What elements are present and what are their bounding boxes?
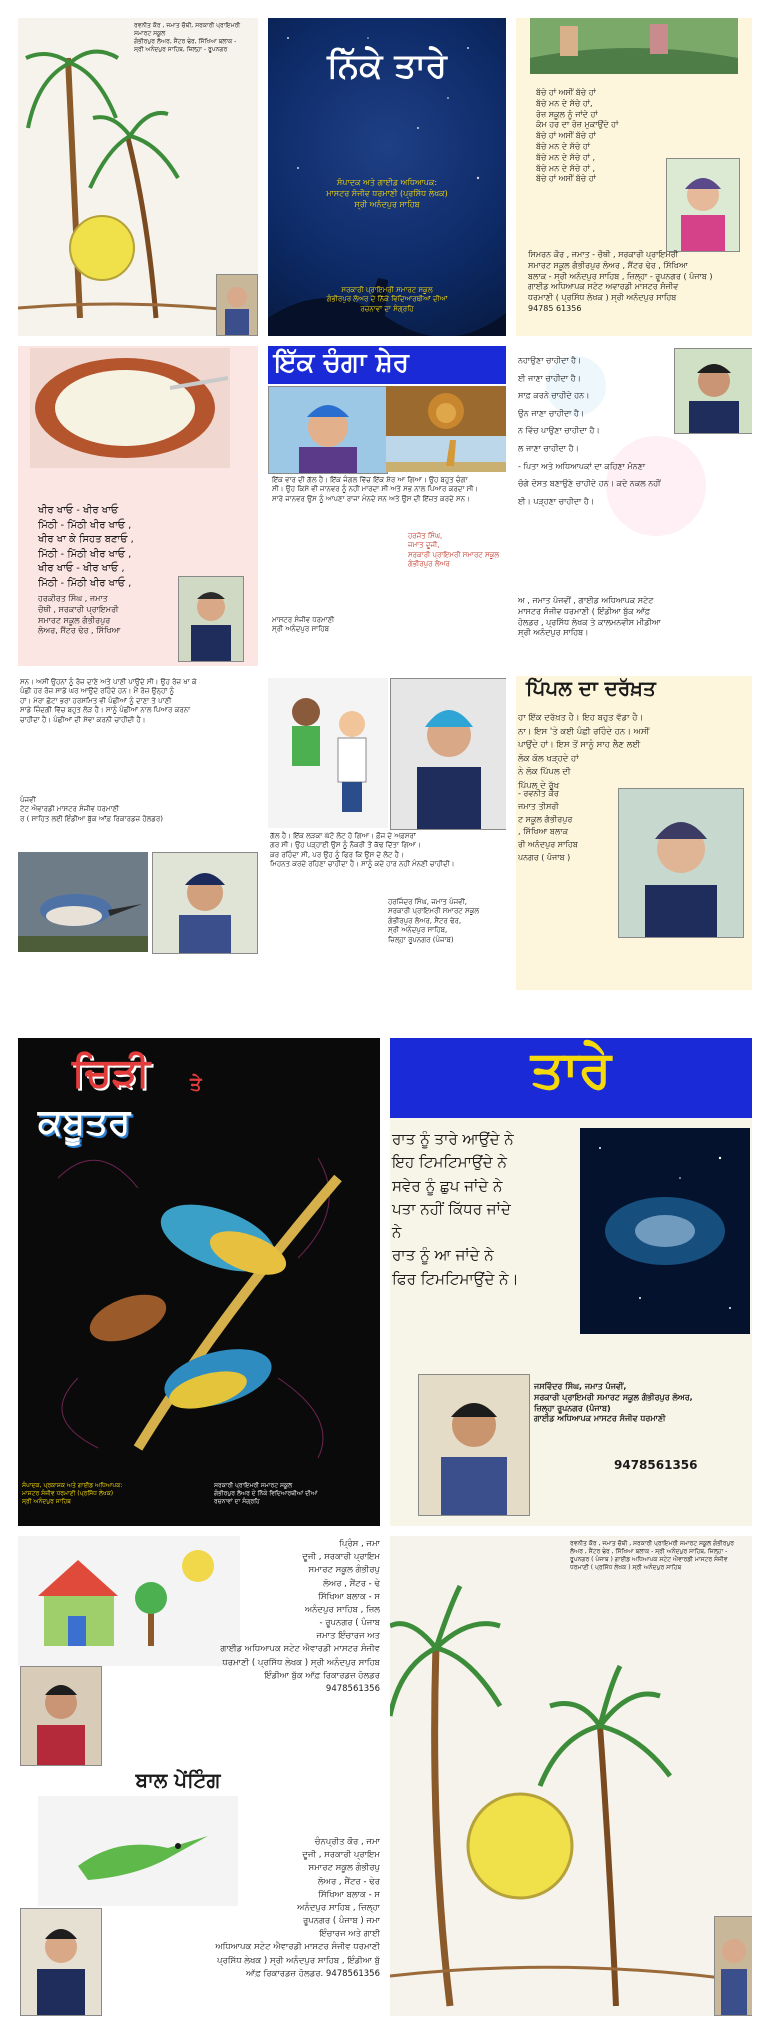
story-footer: ਮਾਸਟਰ ਸੰਜੀਵ ਧਰਮਾਣੀ ਸ੍ਰੀ ਅਨੰਦਪੁਰ ਸਾਹਿਬ bbox=[272, 616, 335, 634]
cover-chiri-kabootar bbox=[18, 1038, 380, 1526]
student-photo bbox=[714, 1916, 752, 2016]
cover-nikke-taare bbox=[268, 18, 506, 336]
cartoon-children-image bbox=[268, 678, 388, 828]
child-paintings-panel bbox=[18, 1536, 380, 2016]
student-photo bbox=[618, 788, 744, 938]
lion-image bbox=[386, 386, 506, 436]
student-photo bbox=[20, 1666, 102, 1766]
big-palm-drawing-panel bbox=[390, 1536, 752, 2016]
cover2-school: ਸਰਕਾਰੀ ਪ੍ਰਾਇਮਰੀ ਸਮਾਰਟ ਸਕੂਲ ਗੰਭੀਰਪੁਰ ਲੋਅਰ ਦੇ ਨਿੱਕੇ ਵਿਦਿਆਰਥੀਆਂ ਦੀਆਂ ਰਚਨਾਵਾਂ ਦਾ ਸੰਗ੍ਰਹਿ bbox=[214, 1482, 318, 1506]
peepal-lines: ਹਾ ਇੱਕ ਦਰੱਖ਼ਤ ਹੈ। ਇਹ ਬਹੁਤ ਵੱਡਾ ਹੈ। ਨਾ। ਇਸ 'ਤੇ ਕਈ ਪੰਛੀ ਰਹਿੰਦੇ ਹਨ। ਅਸੀਂ ਪਾਉਂਦੇ ਹਾਂ। ਇਸ ਤੋਂ ਸਾਨੂੰ ਸਾਹ ਲੈਣ ਲਈ ਲੋਕ ਕੋਲ ਖੜ੍ਹਦੇ ਹਾਂ ਨੇ ਲੋਕ ਪਿੱਪਲ ਦੀ ਪਿੱਪਲ ਦੇ ਰੁੱਖ bbox=[518, 713, 650, 791]
student-photo bbox=[390, 678, 506, 830]
student-photo bbox=[674, 348, 752, 434]
story-credit: ਹਰਜੋਤ ਸਿੰਘ, ਜਮਾਤ ਦੂਜੀ, ਸਰਕਾਰੀ ਪ੍ਰਾਇਮਰੀ ਸਮਾਰਟ ਸਕੂਲ ਗੰਭੀਰਪੁਰ ਲੋਅਰ bbox=[408, 532, 500, 569]
stars-credit: ਜਸਵਿੰਦਰ ਸਿੰਘ, ਜਮਾਤ ਪੰਜਵੀਂ, ਸਰਕਾਰੀ ਪ੍ਰਾਇਮਰੀ ਸਮਾਰਟ ਸਕੂਲ ਗੰਭੀਰਪੁਰ ਲੋਅਰ, ਜ਼ਿਲ੍ਹਾ ਰੂਪਨਗਰ (ਪੰਜਾਬ) ਗਾਈਡ ਅਧਿਆਪਕ ਮਾਸਟਰ ਸੰਜੀਵ ਧਰਮਾਣੀ bbox=[534, 1382, 693, 1424]
poem-bacche-panel bbox=[516, 18, 752, 336]
poem-lines: ਖੀਰ ਖਾਓ - ਖੀਰ ਖਾਓ ਮਿੱਠੀ - ਮਿੱਠੀ ਖੀਰ ਖਾਓ , ਖੀਰ ਖਾ ਕੇ ਸਿਹਤ ਬਣਾਓ , ਮਿੱਠੀ - ਮਿੱਠੀ ਖੀਰ ਖਾਓ , ਖੀਰ ਖਾਓ - ਖੀਰ ਖਾਓ , ਮਿੱਠੀ - ਮਿੱਠੀ ਖੀਰ ਖਾਓ , bbox=[38, 505, 134, 589]
bird-photo bbox=[18, 852, 148, 952]
stars-lines: ਰਾਤ ਨੂੰ ਤਾਰੇ ਆਉਂਦੇ ਨੇ ਇਹ ਟਿਮਟਿਮਾਉਂਦੇ ਨੇ ਸਵੇਰ ਨੂੰ ਛੁਪ ਜਾਂਦੇ ਨੇ ਪਤਾ ਨਹੀਂ ਕਿੱਧਰ ਜਾਂਦੇ ਨੇ ਰਾਤ ਨੂੰ ਆ ਜਾਂਦੇ ਨੇ ਫਿਰ ਟਿਮਟਿਮਾਉਂਦੇ ਨੇ। bbox=[392, 1130, 519, 1288]
student-photo bbox=[152, 852, 258, 954]
drawing-caption: ਰਵਨੀਤ ਕੌਰ , ਜਮਾਤ ਚੌਥੀ , ਸਰਕਾਰੀ ਪ੍ਰਾਇਮਰੀ ਸਮਾਰਟ ਸਕੂਲ ਗੰਭੀਰਪੁਰ ਲੋਅਰ , ਸੈਂਟਰ ਢੇਰ , ਸਿੱਖਿਆ ਬਲਾਕ - ਸ੍ਰੀ ਅਨੰਦਪੁਰ ਸਾਹਿਬ, ਜ਼ਿਲ੍ਹਾ - ਰੂਪਨਗਰ ( ਪੰਜਾਬ ) ਗਾਈਡ ਅਧਿਆਪਕ ਸਟੇਟ ਐਵਾਰਡੀ ਮਾਸਟਰ ਸੰਜੀਵ ਧਰਮਾਣੀ ( ਪ੍ਰਸਿੱਧ ਲੇਖਕ ) ਸ੍ਰੀ ਅਨੰਦਪੁਰ ਸਾਹਿਬ bbox=[570, 1540, 735, 1572]
story-good-lion-panel bbox=[268, 346, 506, 666]
cover2-editor: ਸੰਪਾਦਕ, ਪ੍ਰਕਾਸ਼ਕ ਅਤੇ ਗਾਈਡ ਅਧਿਆਪਕ: ਮਾਸਟਰ ਸੰਜੀਵ ਧਰਮਾਣੀ (ਪ੍ਰਸਿੱਧ ਲੇਖਕ) ਸ੍ਰੀ ਅਨੰਦਪੁਰ ਸਾਹਿਬ bbox=[22, 1482, 123, 1506]
birds-artwork bbox=[18, 1118, 380, 1468]
palm-drawing-panel bbox=[18, 18, 258, 336]
story-body: ਇੱਕ ਵਾਰ ਦੀ ਗੱਲ ਹੈ। ਇੱਕ ਜੰਗਲ ਵਿੱਚ ਇੱਕ ਸ਼ੇਰ ਆ ਗਿਆ। ਉਹ ਬਹੁਤ ਚੰਗਾ ਸੀ। ਉਹ ਕਿਸੇ ਵੀ ਜਾਨਵਰ ਨੂੰ ਨਹੀਂ ਮਾਰਦਾ ਸੀ ਅਤੇ ਸਭ ਨਾਲ ਪਿਆਰ ਕਰਦਾ ਸੀ। ਸਾਰੇ ਜਾਨਵਰ ਉਸ ਨੂੰ ਆਪਣਾ ਰਾਜਾ ਮੰਨਦੇ ਸਨ ਅਤੇ ਉਸ ਦੀ ਇੱਜ਼ਤ ਕਰਦੇ ਸਨ। bbox=[272, 476, 479, 503]
cover2-title-line2: ਕਬੂਤਰ bbox=[38, 1102, 131, 1143]
palm-drawing bbox=[390, 1536, 752, 2016]
bird-story-credit: ਪੰਜਵੀਂ ਟੇਟ ਐਵਾਰਡੀ ਮਾਸਟਰ ਸੰਜੀਵ ਧਰਮਾਣੀ ਰ ( ਸਾਹਿਤ ਲਈ ਇੰਡੀਆ ਬੁੱਕ ਆੱਫ਼ ਰਿਕਾਰਡਜ਼ ਹੋਲਡਰ) bbox=[20, 796, 163, 823]
student-photo bbox=[216, 274, 258, 336]
galaxy-image bbox=[580, 1128, 750, 1334]
cover-editor: ਸੰਪਾਦਕ ਅਤੇ ਗਾਈਡ ਅਧਿਆਪਕ: ਮਾਸਟਰ ਸੰਜੀਵ ਧਰਮਾਣੀ (ਪ੍ਰਸਿੱਧ ਲੇਖਕ) ਸ੍ਰੀ ਅਨੰਦਪੁਰ ਸਾਹਿਬ bbox=[326, 178, 448, 209]
peepal-credit: - ਰਵਨੀਤ ਕੌਰ ਜਮਾਤ ਤੀਸਰੀ ਟ ਸਕੂਲ ਗੰਭੀਰਪੁਰ , ਸਿੱਖਿਆ ਬਲਾਕ ਰੀ ਅਨੰਦਪੁਰ ਸਾਹਿਬ ਪਨਗਰ ( ਪੰਜਾਬ ) bbox=[518, 789, 578, 862]
story-title: ਇੱਕ ਚੰਗਾ ਸ਼ੇਰ bbox=[274, 348, 409, 378]
poem-kheer-panel bbox=[18, 346, 258, 666]
bird-story-panel bbox=[18, 676, 258, 990]
student-photo bbox=[666, 158, 740, 252]
habit-credit: ਅ , ਜਮਾਤ ਪੰਜਵੀਂ , ਗਾਈਡ ਅਧਿਆਪਕ ਸਟੇਟ ਮਾਸਟਰ ਸੰਜੀਵ ਧਰਮਾਣੀ ( ਇੰਡੀਆ ਬੁੱਕ ਆੱਫ਼ ਹੋਲਡਰ , ਪ੍ਰਸਿੱਧ ਲੇਖਕ ਤੇ ਕਾਲਮਨਵੀਸ ਮੀਡੀਆ ਸ੍ਰੀ ਅਨੰਦਪੁਰ ਸਾਹਿਬ। bbox=[518, 596, 661, 638]
habit-lines: ਨਹਾਉਣਾ ਚਾਹੀਦਾ ਹੈ। ਈ ਜਾਣਾ ਚਾਹੀਦਾ ਹੈ। ਸਾਫ਼ ਕਰਨੇ ਚਾਹੀਦੇ ਹਨ। ਉਨ ਜਾਣਾ ਚਾਹੀਦਾ ਹੈ। ਨ ਵਿੱਚ ਪਾਉਣਾ ਚਾਹੀਦਾ ਹੈ। ਲ ਜਾਣਾ ਚਾਹੀਦਾ ਹੈ। - ਪਿਤਾ ਅਤੇ ਅਧਿਆਪਕਾਂ ਦਾ ਕਹਿਣਾ ਮੰਨਣਾ ਚੰਗੇ ਦੋਸਤ ਬਣਾਉਣੇ ਚਾਹੀਦੇ ਹਨ। ਕਦੇ ਨਕਲ ਨਹੀਂ ਈ। ਪੜ੍ਹਣਾ ਚਾਹੀਦਾ ਹੈ। bbox=[518, 356, 661, 506]
peepal-title: ਪਿੱਪਲ ਦਾ ਦਰੱਖ਼ਤ bbox=[526, 676, 656, 700]
cover-school: ਸਰਕਾਰੀ ਪ੍ਰਾਇਮਰੀ ਸਮਾਰਟ ਸਕੂਲ ਗੰਭੀਰਪੁਰ ਲੋਅਰ ਦੇ ਨਿੱਕੇ ਵਿਦਿਆਰਥੀਆਂ ਦੀਆਂ ਰਚਨਾਵਾਂ ਦਾ ਸੰਗ੍ਰਹਿ bbox=[326, 286, 448, 313]
painting1-credit: ਪ੍ਰਿੰਸ , ਜਮਾ ਦੂਜੀ , ਸਰਕਾਰੀ ਪ੍ਰਾਇਮ ਸਮਾਰਟ ਸਕੂਲ ਗੰਭੀਰਪੁ ਲੋਅਰ , ਸੈਂਟਰ - ਢੇ ਸਿੱਖਿਆ ਬਲਾਕ - ਸ ਅਨੰਦਪੁਰ ਸਾਹਿਬ , ਜ਼ਿਲ - ਰੂਪਨਗਰ ( ਪੰਜਾਬ ਜਮਾਤ ਇੰਚਾਰਜ ਅਤ ਗਾਈਡ ਅਧਿਆਪਕ ਸਟੇਟ ਐਵਾਰਡੀ ਮਾਸਟਰ ਸੰਜੀਵ ਧਰਮਾਣੀ ( ਪ੍ਰਸਿੱਧ ਲੇਖਕ ) ਸ੍ਰੀ ਅਨੰਦਪੁਰ ਸਾਹਿਬ ਇੰਡੀਆ ਬੁੱਕ ਆੱਫ਼ ਰਿਕਾਰਡਜ਼ ਹੋਲਡਰ 9478561356 bbox=[220, 1539, 380, 1694]
story2-credit: ਹਰਜਿੰਦਰ ਸਿੰਘ, ਜਮਾਤ ਪੰਜਵੀਂ, ਸਰਕਾਰੀ ਪ੍ਰਾਇਮਰੀ ਸਮਾਰਟ ਸਕੂਲ ਗੰਭੀਰਪੁਰ ਲੋਅਰ, ਸੈਂਟਰ ਢੇਰ, ਸ੍ਰੀ ਅਨੰਦਪੁਰ ਸਾਹਿਬ, ਜ਼ਿਲ੍ਹਾ ਰੂਪਨਗਰ (ਪੰਜਾਬ) bbox=[388, 898, 480, 944]
stars-poem-panel bbox=[390, 1038, 752, 1526]
story-boy-panel bbox=[268, 676, 506, 990]
stars-phone: 9478561356 bbox=[614, 1458, 698, 1472]
children-feet-photo bbox=[530, 18, 738, 74]
student-photo bbox=[268, 386, 388, 474]
student-photo bbox=[20, 1908, 102, 2016]
cover-title: ਨਿੱਕੇ ਤਾਰੇ bbox=[327, 46, 447, 86]
cover2-title-join: ਤੇ bbox=[190, 1074, 202, 1095]
giraffe-image bbox=[386, 436, 506, 472]
poem-lines: ਬੱਚੇ ਹਾਂ ਅਸੀਂ ਬੱਚੇ ਹਾਂ ਬੱਚੇ ਮਨ ਦੇ ਸੱਚੇ ਹਾਂ, ਰੋਜ਼ ਸਕੂਲ ਨੂੰ ਜਾਂਦੇ ਹਾਂ ਕੰਮ ਹਰ ਦਾ ਰੋਜ਼ ਮੁਕਾਉਂਦੇ ਹਾਂ ਬੱਚੇ ਹਾਂ ਅਸੀਂ ਬੱਚੇ ਹਾਂ ਬੱਚੇ ਮਨ ਦੇ ਸੱਚੇ ਹਾਂ ਬੱਚੇ ਮਨ ਦੇ ਸੱਚੇ ਹਾਂ , ਬੱਚੇ ਮਨ ਦੇ ਸੱਚੇ ਹਾਂ , ਬੱਚੇ ਹਾਂ ਅਸੀਂ ਬੱਚੇ ਹਾਂ bbox=[536, 88, 619, 184]
poem-credit: ਸਿਮਰਨ ਕੌਰ , ਜਮਾਤ - ਚੌਥੀ , ਸਰਕਾਰੀ ਪ੍ਰਾਇਮਰੀ ਸਮਾਰਟ ਸਕੂਲ ਗੰਭੀਰਪੁਰ ਲੋਅਰ , ਸੈਂਟਰ ਢੇਰ , ਸਿੱਖਿਆ ਬਲਾਕ - ਸ੍ਰੀ ਅਨੰਦਪੁਰ ਸਾਹਿਬ , ਜ਼ਿਲ੍ਹਾ - ਰੂਪਨਗਰ ( ਪੰਜਾਬ ) ਗਾਈਡ ਅਧਿਆਪਕ ਸਟੇਟ ਅਵਾਰਡੀ ਮਾਸਟਰ ਸੰਜੀਵ ਧਰਮਾਣੀ ( ਪ੍ਰਸਿੱਧ ਲੇਖਕ ) ਸ੍ਰੀ ਅਨੰਦਪੁਰ ਸਾਹਿਬ 94785 61356 bbox=[528, 250, 713, 313]
drawing-caption: ਰਵਨੀਤ ਕੌਰ , ਜਮਾਤ ਚੌਥੀ, ਸਰਕਾਰੀ ਪ੍ਰਾਇਮਰੀ ਸਮਾਰਟ ਸਕੂਲ ਗੰਭੀਰਪੁਰ ਲੋਅਰ, ਸੈਂਟਰ ਢੇਰ, ਸਿੱਖਿਆ ਬਲਾਕ - ਸ੍ਰੀ ਅਨੰਦਪੁਰ ਸਾਹਿਬ, ਜ਼ਿਲ੍ਹਾ - ਰੂਪਨਗਰ bbox=[134, 22, 241, 54]
kheer-bowl-image bbox=[30, 348, 230, 468]
paintings-heading: ਬਾਲ ਪੇਂਟਿੰਗ bbox=[135, 1768, 221, 1792]
bird-story-lines: ਸਨ। ਅਸੀਂ ਉਹਨਾਂ ਨੂੰ ਰੋਜ਼ ਦਾਣੇ ਅਤੇ ਪਾਣੀ ਪਾਉਂਦੇ ਸੀ। ਉਹ ਰੋਜ਼ ਖਾ ਕੇ ਪੰਛੀ ਹਰ ਰੋਜ਼ ਸਾਡੇ ਘਰ ਆਉਂਦੇ ਰਹਿੰਦੇ ਹਨ। ਮੈਂ ਰੋਜ਼ ਉਨ੍ਹਾਂ ਨੂੰ ਹਾਂ। ਮੇਰਾ ਛੋਟਾ ਭਰਾ ਹਰਸਮਿਤ ਵੀ ਪੰਛੀਆਂ ਨੂੰ ਦਾਣਾ ਤੇ ਪਾਣੀ ਸਾਡੇ ਜ਼ਿੰਦਗੀ ਵਿੱਚ ਬਹੁਤ ਲੋੜ ਹੈ। ਸਾਨੂੰ ਪੰਛੀਆਂ ਨਾਲ ਪਿਆਰ ਕਰਨਾ ਚਾਹੀਦਾ ਹੈ। ਪੰਛੀਆਂ ਦੀ ਸੇਵਾ ਕਰਨੀ ਚਾਹੀਦੀ ਹੈ। bbox=[20, 678, 197, 724]
student-photo bbox=[418, 1374, 530, 1516]
good-habits-panel bbox=[516, 346, 752, 666]
cover2-title-line1: ਚਿੜੀ bbox=[72, 1050, 150, 1096]
peepal-tree-panel bbox=[516, 676, 752, 990]
story2-lines: ਗੱਲ ਹੈ। ਇੱਕ ਲੜਕਾ ਘੱਟੋ ਲੋਟ ਹੋ ਗਿਆ। ਫ਼ੌਜ ਦੇ ਅਫ਼ਸਰਾਂ ਗਰ ਸੀ। ਉਹ ਪੜ੍ਹਾਈ ਉਸ ਨੂੰ ਨੌਕਰੀ ਤੋਂ ਕੱਢ ਦਿੱਤਾ ਗਿਆ। ਕਰ ਰਹਿੰਦਾ ਸੀ, ਪਰ ਉਹ ਨੂੰ ਫਿਰ ਕਿ ਉਸ ਦੇ ਲੋਟ ਹੈ। ਮਿਹਨਤ ਕਰਦੇ ਰਹਿਣਾ ਚਾਹੀਦਾ ਹੈ। ਸਾਨੂੰ ਕਦੇ ਹਾਰ ਨਹੀਂ ਮੰਨਣੀ ਚਾਹੀਦੀ। bbox=[270, 832, 455, 869]
poem-credit: ਹਰਕੀਰਤ ਸਿੰਘ , ਜਮਾਤ ਚੌਥੀ , ਸਰਕਾਰੀ ਪ੍ਰਾਇਮਰੀ ਸਮਾਰਟ ਸਕੂਲ ਗੰਭੀਰਪੁਰ ਲੋਅਰ, ਸੈਂਟਰ ਢੇਰ , ਸਿੱਖਿਆ bbox=[38, 594, 121, 636]
stars-title: ਤਾਰੇ bbox=[530, 1040, 612, 1100]
painting2-credit: ਚੰਨਪ੍ਰੀਤ ਕੌਰ , ਜਮਾ ਦੂਜੀ , ਸਰਕਾਰੀ ਪ੍ਰਾਇਮ ਸਮਾਰਟ ਸਕੂਲ ਗੰਭੀਰਪੁ ਲੋਅਰ , ਸੈਂਟਰ - ਢੇਰ ਸਿੱਖਿਆ ਬਲਾਕ - ਸ ਅਨੰਦਪੁਰ ਸਾਹਿਬ , ਜ਼ਿਲ੍ਹਾ ਰੂਪਨਗਰ ( ਪੰਜਾਬ ) ਜਮਾ ਇੰਚਾਰਜ ਅਤੇ ਗਾਈ ਅਧਿਆਪਕ ਸਟੇਟ ਐਵਾਰਡੀ ਮਾਸਟਰ ਸੰਜੀਵ ਧਰਮਾਣੀ ਪ੍ਰਸਿੱਧ ਲੇਖਕ ) ਸ੍ਰੀ ਅਨੰਦਪੁਰ ਸਾਹਿਬ , ਇੰਡੀਆ ਬੁੱ ਆੱਫ਼ ਰਿਕਾਰਡਜ਼ ਹੋਲਡਰ. 9478561356 bbox=[215, 1837, 380, 1979]
student-photo bbox=[178, 576, 244, 662]
